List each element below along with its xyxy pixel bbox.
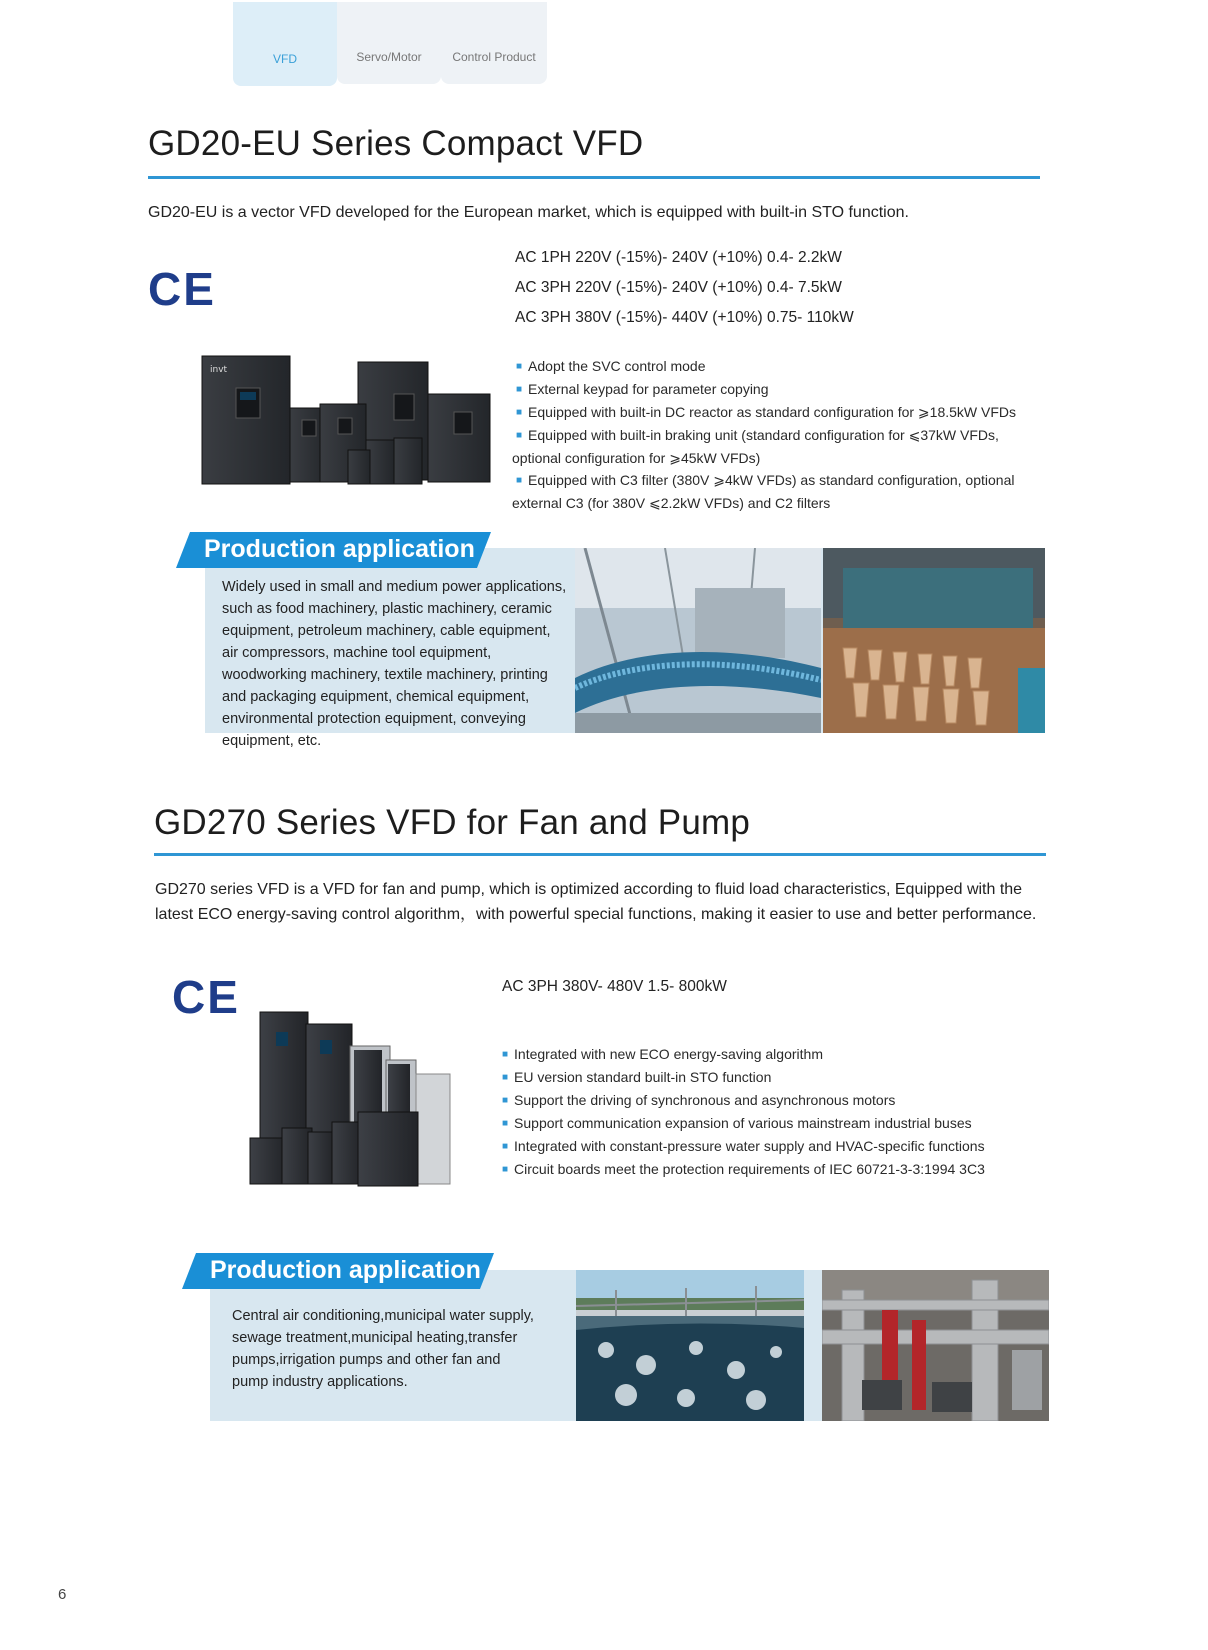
feature-item: ■ Circuit boards meet the protection requirements of IEC 60721-3-3:1994 3C3 xyxy=(502,1161,985,1177)
ce-mark-2: CE xyxy=(172,971,240,1023)
feature-item: ■ Equipped with built-in braking unit (standard configuration for ⩽37kW VFDs, optional configuration for ⩾45kW VFDs) xyxy=(512,427,999,466)
section2-features xyxy=(498,1043,1018,1181)
page-number: 6 xyxy=(58,1586,67,1603)
spec-line: AC 3PH 380V- 480V 1.5- 800kW xyxy=(502,978,727,995)
water-treatment-photo xyxy=(576,1270,804,1421)
tab-control-product-label: Control Product xyxy=(452,50,536,64)
feature-item: ■ Equipped with built-in DC reactor as standard configuration for ⩾18.5kW VFDs xyxy=(516,404,1017,420)
bottling-line-photo xyxy=(575,548,821,733)
feature-item: ■ Adopt the SVC control mode xyxy=(516,358,706,374)
section2-specs xyxy=(502,972,727,1002)
spec-line: AC 3PH 380V (-15%)- 440V (+10%) 0.75- 110kW xyxy=(515,309,854,326)
bullet-icon: ■ xyxy=(516,384,523,395)
feature-item: ■ Integrated with new ECO energy-saving algorithm xyxy=(502,1046,823,1062)
tab-servo-motor[interactable] xyxy=(337,2,441,84)
feature-item: ■ EU version standard built-in STO function xyxy=(502,1069,772,1085)
bullet-icon: ■ xyxy=(502,1095,509,1106)
bullet-icon: ■ xyxy=(516,407,523,418)
bullet-icon: ■ xyxy=(502,1049,509,1060)
pump-room-photo xyxy=(822,1270,1049,1421)
section1-title: GD20-EU Series Compact VFD xyxy=(148,124,644,163)
tab-servo-motor-label: Servo/Motor xyxy=(356,50,422,64)
gd20-product-image xyxy=(198,350,494,490)
section1-specs xyxy=(515,243,854,333)
bullet-icon: ■ xyxy=(502,1072,509,1083)
application-heading-2: Production application xyxy=(210,1256,481,1284)
spec-line: AC 1PH 220V (-15%)- 240V (+10%) 0.4- 2.2kW xyxy=(515,249,842,266)
ce-mark-1: CE xyxy=(148,263,216,315)
feature-item: ■ Support communication expansion of various mainstream industrial buses xyxy=(502,1115,972,1131)
bullet-icon: ■ xyxy=(502,1118,509,1129)
gd270-product-image xyxy=(246,1002,456,1192)
section2-title: GD270 Series VFD for Fan and Pump xyxy=(154,803,751,842)
bullet-icon: ■ xyxy=(516,475,523,486)
section1-intro: GD20-EU is a vector VFD developed for the European market, which is equipped with built-in STO function. xyxy=(148,204,909,221)
bullet-icon: ■ xyxy=(502,1141,509,1152)
feature-item: ■ Equipped with C3 filter (380V ⩾4kW VFDs) as standard configuration, optional external C3 (for 380V ⩽2.2kW VFDs) and C2 filters xyxy=(512,472,1015,511)
bullet-icon: ■ xyxy=(516,430,523,441)
section2-intro: GD270 series VFD is a VFD for fan and pump, which is optimized according to fluid load characteristics, Equipped with the latest ECO energy-saving control algorithm，with powerful special functions, making it easier to use and better performance. xyxy=(155,881,1037,923)
section2-divider xyxy=(154,853,1046,856)
tab-vfd[interactable] xyxy=(233,2,337,86)
spec-line: AC 3PH 220V (-15%)- 240V (+10%) 0.4- 7.5kW xyxy=(515,279,842,296)
ceramic-kiln-photo xyxy=(823,548,1045,733)
brand-label: invt xyxy=(210,365,228,375)
feature-item: ■ Integrated with constant-pressure water supply and HVAC-specific functions xyxy=(502,1138,985,1154)
application-banner-1 xyxy=(176,532,491,568)
application-text-2: Central air conditioning,municipal water supply, sewage treatment,municipal heating,transfer pumps,irrigation pumps and other fan and pump industry applications. xyxy=(232,1308,534,1390)
bullet-icon: ■ xyxy=(516,361,523,372)
application-banner-2 xyxy=(182,1253,494,1289)
bullet-icon: ■ xyxy=(502,1164,509,1175)
section1-divider xyxy=(148,176,1040,179)
application-heading-1: Production application xyxy=(204,535,475,563)
tab-vfd-label: VFD xyxy=(273,52,297,66)
application-text-1: Widely used in small and medium power applications, such as food machinery, plastic machinery, ceramic equipment, petroleum machinery, cable equipment, air compressors, machine tool equipment, woodworking machinery, textile machinery, printing and packaging equipment, chemical equipment, environmental protection equipment, conveying equipment, etc. xyxy=(222,579,567,749)
feature-item: ■ External keypad for parameter copying xyxy=(516,381,769,397)
section1-features xyxy=(512,355,1022,514)
feature-item: ■ Support the driving of synchronous and asynchronous motors xyxy=(502,1092,896,1108)
tab-control-product[interactable] xyxy=(441,2,547,84)
